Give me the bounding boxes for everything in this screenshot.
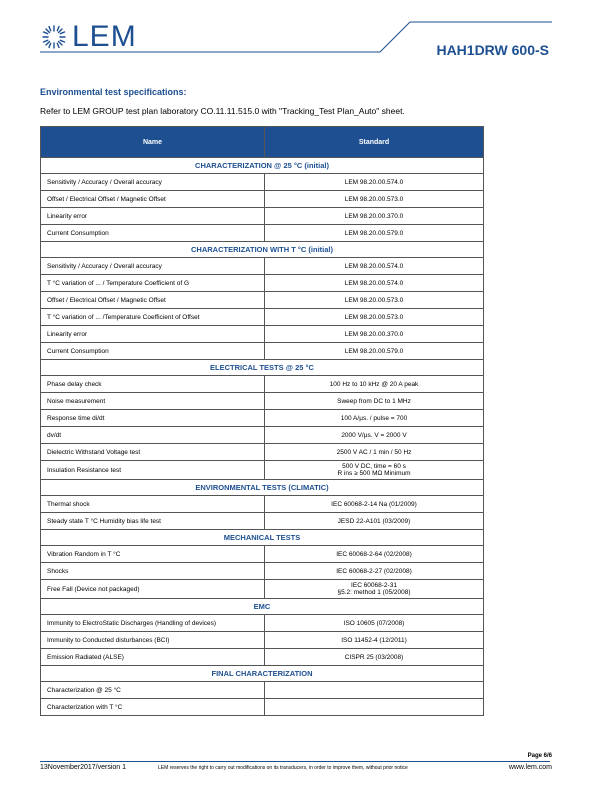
standard-text: LEM 98.20.00.579.0 — [344, 229, 404, 237]
section-header-row — [41, 360, 484, 376]
standard-cell — [265, 632, 484, 649]
page-header — [0, 0, 589, 70]
test-name-cell: Linearity error — [41, 208, 265, 225]
standard-text: LEM 98.20.00.573.0 — [344, 313, 404, 321]
test-name-cell: Noise measurement — [41, 393, 265, 410]
table-row — [41, 208, 484, 225]
section-header: CHARACTERIZATION WITH T °C (initial) — [41, 242, 484, 258]
intro-text: Refer to LEM GROUP test plan laboratory CO.11.11.515.0 with "Tracking_Test Plan_Auto" sheet. — [40, 106, 405, 116]
standard-cell — [265, 427, 484, 444]
standard-cell — [265, 410, 484, 427]
column-header-name: Name — [41, 127, 265, 158]
standard-cell — [265, 326, 484, 343]
table-row — [41, 615, 484, 632]
standard-text: LEM 98.20.00.574.0 — [344, 262, 404, 270]
page-number: Page 6/6 — [527, 753, 552, 759]
standard-cell — [265, 444, 484, 461]
standard-text: ISO 10605 (07/2008) — [343, 619, 405, 627]
table-row — [41, 563, 484, 580]
test-name-cell: Response time di/dt — [41, 410, 265, 427]
standard-text-line2: §5.2: method 1 (05/2008) — [337, 589, 411, 596]
table-row — [41, 258, 484, 275]
standard-cell — [265, 309, 484, 326]
section-header: MECHANICAL TESTS — [41, 530, 484, 546]
test-name-cell: Sensitivity / Accuracy / Overall accuracy — [41, 174, 265, 191]
standard-cell — [265, 393, 484, 410]
standard-cell — [265, 682, 484, 699]
table-row — [41, 699, 484, 716]
standard-text: 100 A/µs. / pulse = 700 — [340, 414, 408, 422]
standard-text: LEM 98.20.00.574.0 — [344, 178, 404, 186]
footer-date-version: 13November2017/version 1 — [40, 764, 126, 771]
standard-text: LEM 98.20.00.573.0 — [344, 195, 404, 203]
section-header: FINAL CHARACTERIZATION — [41, 666, 484, 682]
table-row — [41, 427, 484, 444]
table-row — [41, 580, 484, 599]
standard-cell — [265, 376, 484, 393]
table-row — [41, 444, 484, 461]
standard-cell — [265, 461, 484, 480]
table-row — [41, 292, 484, 309]
standard-text: IEC 60068-2-31 — [351, 582, 397, 589]
standard-text: JESD 22-A101 (03/2009) — [337, 517, 411, 525]
footer-website: www.lem.com — [508, 764, 552, 771]
test-name-cell: Dielectric Withstand Voltage test — [41, 444, 265, 461]
standard-text: Sweep from DC to 1 MHz — [337, 397, 411, 405]
standard-text: LEM 98.20.00.370.0 — [344, 330, 404, 338]
test-name-cell: Emission Radiated (ALSE) — [41, 649, 265, 666]
test-name-cell: Immunity to ElectroStatic Discharges (Handling of devices) — [41, 615, 265, 632]
table-row — [41, 410, 484, 427]
standard-cell — [265, 174, 484, 191]
table-row — [41, 649, 484, 666]
standard-cell — [265, 275, 484, 292]
table-row — [41, 496, 484, 513]
test-name-cell: T °C variation of ... / Temperature Coefficient of G — [41, 275, 265, 292]
section-header: ENVIRONMENTAL TESTS (CLIMATIC) — [41, 480, 484, 496]
test-name-cell: Insulation Resistance test — [41, 461, 265, 480]
standard-text: LEM 98.20.00.574.0 — [344, 279, 404, 287]
standard-cell — [265, 191, 484, 208]
standard-text-line2: R ins ≥ 500 MΩ Minimum — [337, 470, 411, 477]
standard-text: LEM 98.20.00.370.0 — [344, 212, 404, 220]
section-header-row — [41, 242, 484, 258]
table-row — [41, 275, 484, 292]
table-row — [41, 393, 484, 410]
standard-text: LEM 98.20.00.573.0 — [344, 296, 404, 304]
column-header-standard: Standard — [265, 127, 484, 158]
test-name-cell: Immunity to Conducted disturbances (BCI) — [41, 632, 265, 649]
table-row — [41, 682, 484, 699]
logo-text: LEM — [72, 20, 137, 53]
test-name-cell: Characterization with T °C — [41, 699, 265, 716]
section-header: CHARACTERIZATION @ 25 °C (initial) — [41, 158, 484, 174]
table-row — [41, 376, 484, 393]
standard-text: 100 Hz to 10 kHz @ 20 A peak — [329, 380, 419, 388]
section-header: EMC — [41, 599, 484, 615]
table-row — [41, 191, 484, 208]
test-name-cell: Thermal shock — [41, 496, 265, 513]
test-name-cell: Vibration Random in T °C — [41, 546, 265, 563]
test-name-cell: Offset / Electrical Offset / Magnetic Offset — [41, 292, 265, 309]
test-name-cell: Linearity error — [41, 326, 265, 343]
standard-text: IEC 60068-2-64 (02/2008) — [336, 550, 412, 558]
standard-text: 2500 V AC / 1 min / 50 Hz — [336, 448, 412, 456]
test-name-cell: Current Consumption — [41, 225, 265, 242]
lem-logo — [40, 22, 137, 52]
table-row — [41, 326, 484, 343]
test-name-cell: Steady state T °C Humidity bias life test — [41, 513, 265, 530]
standard-cell — [265, 513, 484, 530]
standard-cell — [265, 649, 484, 666]
table-row — [41, 225, 484, 242]
section-header-row — [41, 530, 484, 546]
standard-text: CISPR 25 (03/2008) — [344, 653, 404, 661]
section-header-row — [41, 158, 484, 174]
section-title: Environmental test specifications: — [40, 87, 187, 97]
standard-cell — [265, 343, 484, 360]
table-row — [41, 632, 484, 649]
standard-cell — [265, 546, 484, 563]
test-name-cell: Current Consumption — [41, 343, 265, 360]
table-header-row — [41, 127, 484, 158]
standard-text: IEC 60068-2-14 Na (01/2009) — [331, 500, 417, 508]
section-header-row — [41, 666, 484, 682]
table-row — [41, 309, 484, 326]
section-header-row — [41, 599, 484, 615]
spec-table — [40, 126, 484, 716]
standard-cell — [265, 699, 484, 716]
standard-cell — [265, 580, 484, 599]
spec-table-body — [41, 158, 484, 716]
section-header-row — [41, 480, 484, 496]
test-name-cell: Free Fall (Device not packaged) — [41, 580, 265, 599]
test-name-cell: Phase delay check — [41, 376, 265, 393]
table-row — [41, 461, 484, 480]
table-row — [41, 174, 484, 191]
product-title: HAH1DRW 600-S — [436, 42, 549, 58]
standard-cell — [265, 292, 484, 309]
test-name-cell: Characterization @ 25 °C — [41, 682, 265, 699]
standard-text: 500 V DC, time = 60 s — [342, 463, 406, 470]
test-name-cell: Sensitivity / Accuracy / Overall accuracy — [41, 258, 265, 275]
standard-text: LEM 98.20.00.579.0 — [344, 347, 404, 355]
footer-legal-notice: LEM reserves the right to carry out modifications on its transducers, in order to improve them, without prior notice — [158, 765, 408, 771]
standard-text: IEC 60068-2-27 (02/2008) — [336, 567, 412, 575]
footer-divider — [40, 761, 550, 762]
test-name-cell: dv/dt — [41, 427, 265, 444]
lem-sunburst-icon — [40, 23, 68, 51]
test-name-cell: Shocks — [41, 563, 265, 580]
table-row — [41, 546, 484, 563]
table-row — [41, 513, 484, 530]
section-header: ELECTRICAL TESTS @ 25 °C — [41, 360, 484, 376]
standard-cell — [265, 563, 484, 580]
standard-cell — [265, 225, 484, 242]
table-row — [41, 343, 484, 360]
standard-text: ISO 11452-4 (12/2011) — [341, 636, 407, 644]
standard-cell — [265, 496, 484, 513]
test-name-cell: Offset / Electrical Offset / Magnetic Offset — [41, 191, 265, 208]
standard-cell — [265, 208, 484, 225]
standard-cell — [265, 615, 484, 632]
standard-cell — [265, 258, 484, 275]
test-name-cell: T °C variation of ... /Temperature Coefficient of Offset — [41, 309, 265, 326]
standard-text: 2000 V/µs. V = 2000 V — [341, 431, 407, 439]
